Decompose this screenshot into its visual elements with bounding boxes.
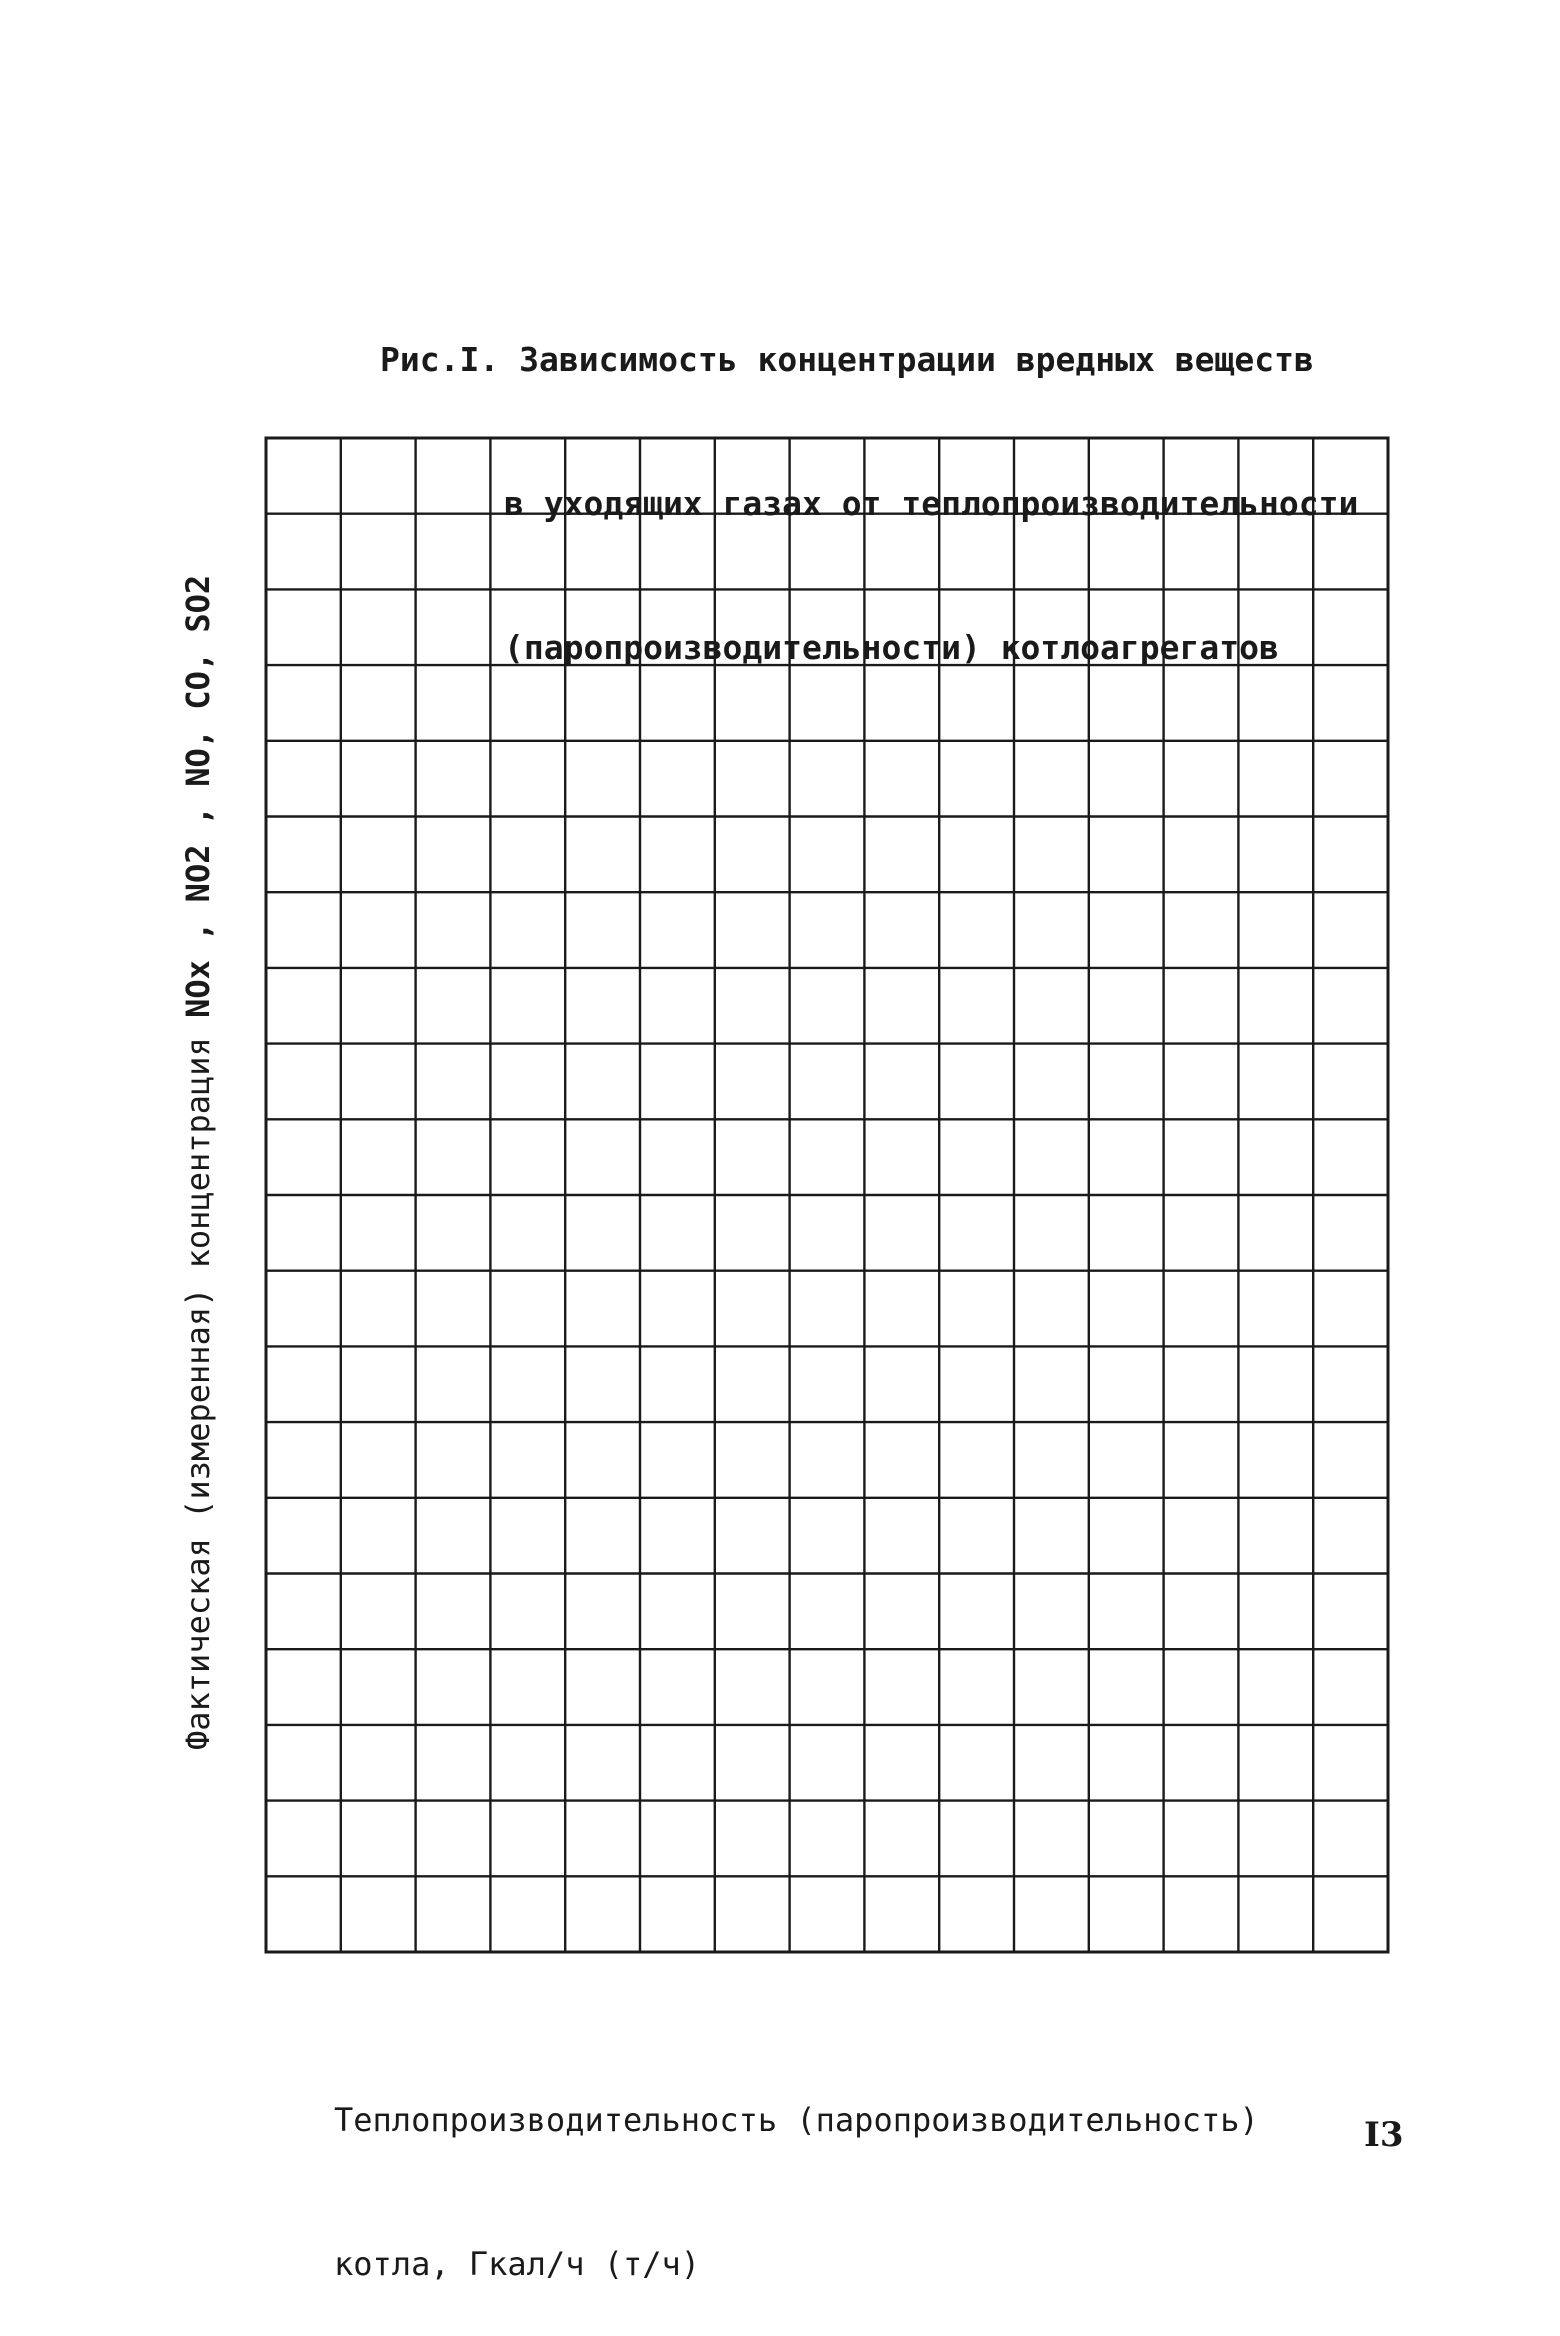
caption-text-1: Зависимость концентрации вредных веществ <box>519 340 1314 379</box>
y-axis-label <box>176 574 220 1750</box>
figure-number: Рис.I. <box>380 340 500 379</box>
grid-svg <box>262 434 1392 1956</box>
caption-line-1 <box>380 336 1430 384</box>
x-axis-label-line-1: Теплопроизводительность (паропроизводительность) <box>334 2101 1259 2139</box>
caption-line-3: (паропроизводительности) котлоагрегатов <box>504 628 1279 667</box>
y-axis-label-text: Фактическая (измеренная) концентрация <box>179 1017 217 1750</box>
blank-grid <box>262 434 1392 1956</box>
page-number: I3 <box>1364 2115 1404 2155</box>
x-axis-label-line-2: котла, Гкал/ч (т/ч) <box>334 2245 701 2283</box>
y-axis-substances: NOx , NO2 , NO, CO, SO2 <box>179 574 217 1018</box>
x-axis-label <box>334 2000 1434 2336</box>
caption-line-2: в уходящих газах от теплопроизводительности <box>504 484 1359 523</box>
